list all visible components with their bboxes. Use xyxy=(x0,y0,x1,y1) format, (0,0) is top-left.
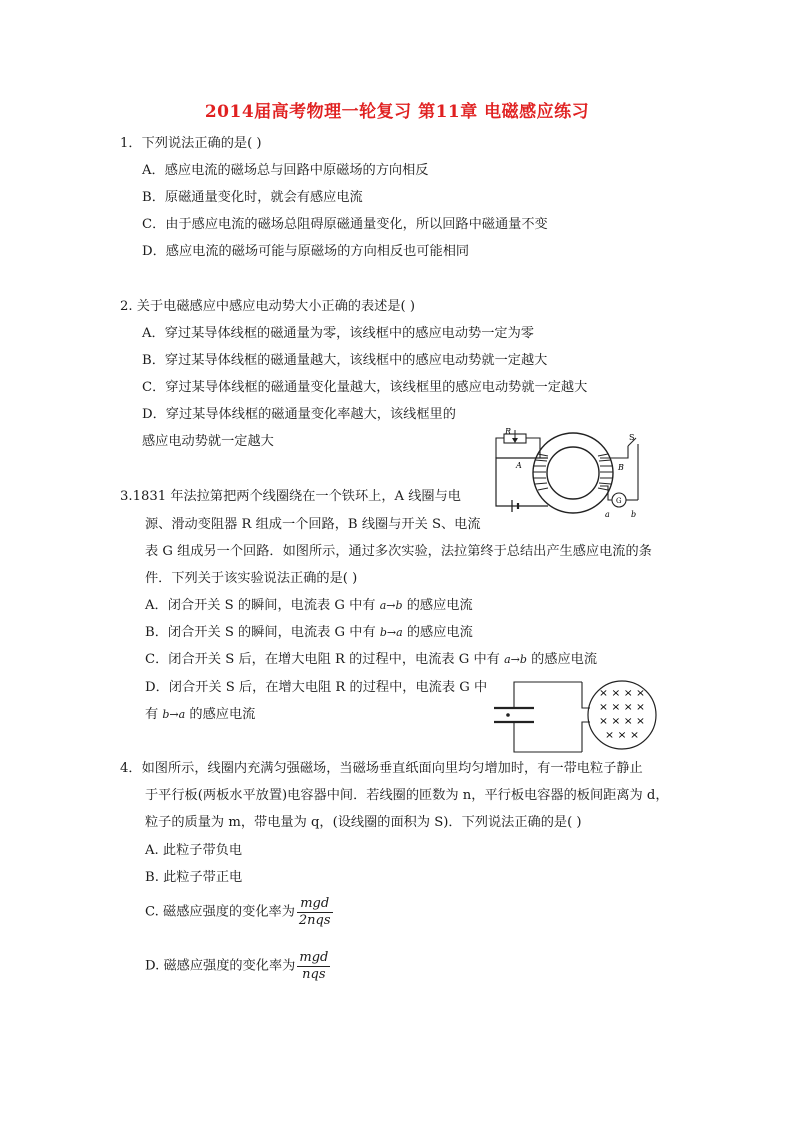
q4-option-d xyxy=(145,950,330,983)
q4-fig-field-row4: × × × xyxy=(605,730,639,741)
q4-option-d-text: D. 磁感应强度的变化率为 xyxy=(145,958,296,974)
q3-option-d-suffix: 的感应电流 xyxy=(185,707,256,722)
q4-fig-field-row3: × × × × xyxy=(599,716,645,727)
q3-option-d-cont xyxy=(145,706,255,724)
q4-fig-field-row2: × × × × xyxy=(599,702,645,713)
q4-option-a: A. 此粒子带负电 xyxy=(145,843,243,858)
q4-option-b: B. 此粒子带正电 xyxy=(145,870,243,885)
q4-fig-field-row1: × × × × xyxy=(599,688,645,699)
q3-fig-label-a-terminal: a xyxy=(605,510,610,519)
q4-fig-particle xyxy=(506,713,510,717)
q1-option-b: B．原磁通量变化时，就会有感应电流 xyxy=(142,190,363,205)
q4-option-c-denominator: 2nqs xyxy=(298,913,331,928)
q3-fig-label-a: A xyxy=(516,461,522,470)
q4-stem-line2: 于平行板(两板水平放置)电容器中间．若线圈的匝数为 n，平行板电容器的板间距离为 d， xyxy=(145,788,669,803)
q3-stem-line2: 源、滑动变阻器 R 组成一个回路，B 线圈与开关 S、电流 xyxy=(145,517,481,532)
q1-option-a: A．感应电流的磁场总与回路中原磁场的方向相反 xyxy=(142,163,429,178)
q3-fig-iron-ring xyxy=(533,433,613,513)
q3-option-a-suffix: 的感应电流 xyxy=(402,598,473,613)
q2-option-b: B．穿过某导体线框的磁通量越大，该线框中的感应电动势就一定越大 xyxy=(142,353,548,368)
q4-option-c xyxy=(145,896,333,929)
q4-option-d-denominator: nqs xyxy=(302,967,326,982)
q3-option-b-suffix: 的感应电流 xyxy=(402,625,473,640)
q3-stem-line3: 表 G 组成另一个回路．如图所示，通过多次实验，法拉第终于总结出产生感应电流的条 xyxy=(145,544,652,559)
q3-option-a xyxy=(145,597,473,615)
q3-option-c-text: C．闭合开关 S 后，在增大电阻 R 的过程中，电流表 G 中有 xyxy=(145,652,505,667)
q3-option-a-text: A．闭合开关 S 的瞬间，电流表 G 中有 xyxy=(145,598,380,613)
q3-option-d-prefix: 有 xyxy=(145,707,163,722)
q3-fig-label-s: S xyxy=(629,433,635,442)
q3-fig-label-r: R xyxy=(505,428,512,436)
q4-figure xyxy=(486,678,664,758)
q2-option-d-cont: 感应电动势就一定越大 xyxy=(142,434,274,449)
q3-figure xyxy=(488,428,648,520)
q3-option-b-text: B．闭合开关 S 的瞬间，电流表 G 中有 xyxy=(145,625,380,640)
q3-stem-line1: 3.1831 年法拉第把两个线圈绕在一个铁环上，A 线圈与电 xyxy=(120,489,461,504)
q4-stem-line1: 4．如图所示，线圈内充满匀强磁场，当磁场垂直纸面向里均匀增加时，有一带电粒子静止 xyxy=(120,761,643,776)
q1-option-c: C．由于感应电流的磁场总阻碍原磁通量变化，所以回路中磁通量不变 xyxy=(142,217,548,232)
q1-stem: 1．下列说法正确的是( ) xyxy=(120,136,262,151)
q2-option-d: D．穿过某导体线框的磁通量变化率越大，该线框里的 xyxy=(142,407,456,422)
q3-option-c-direction: a→b xyxy=(504,653,527,666)
page-title: 2014届高考物理一轮复习 第11章 电磁感应练习 xyxy=(204,102,590,122)
q3-option-c xyxy=(145,651,597,669)
q2-option-c: C．穿过某导体线框的磁通量变化量越大，该线框里的感应电动势就一定越大 xyxy=(142,380,588,395)
q4-option-c-numerator: mgd xyxy=(297,896,333,913)
q2-option-a: A．穿过某导体线框的磁通量为零，该线框中的感应电动势一定为零 xyxy=(142,326,534,341)
q3-option-d: D．闭合开关 S 后，在增大电阻 R 的过程中，电流表 G 中 xyxy=(145,680,488,695)
q2-stem: 2. 关于电磁感应中感应电动势大小正确的表述是( ) xyxy=(120,299,416,314)
q3-stem-line4: 件．下列关于该实验说法正确的是( ) xyxy=(145,571,358,586)
q4-option-d-fraction xyxy=(297,950,330,983)
q3-option-c-suffix: 的感应电流 xyxy=(526,652,598,667)
q4-stem-line3: 粒子的质量为 m，带电量为 q，(设线圈的面积为 S)．下列说法正确的是( ) xyxy=(145,815,582,830)
q3-option-b xyxy=(145,624,473,642)
q3-option-d-direction: b→a xyxy=(162,708,186,721)
q3-option-b-direction: b→a xyxy=(379,626,403,639)
q4-option-d-numerator: mgd xyxy=(299,950,329,965)
q3-option-a-direction: a→b xyxy=(379,599,403,612)
q4-option-c-fraction xyxy=(297,896,333,929)
q3-fig-label-g: G xyxy=(616,497,622,505)
q3-fig-label-b: B xyxy=(618,463,624,472)
q3-fig-label-b-terminal: b xyxy=(631,510,637,519)
q1-option-d: D．感应电流的磁场可能与原磁场的方向相反也可能相同 xyxy=(142,244,470,259)
q4-option-c-text: C. 磁感应强度的变化率为 xyxy=(145,904,295,920)
